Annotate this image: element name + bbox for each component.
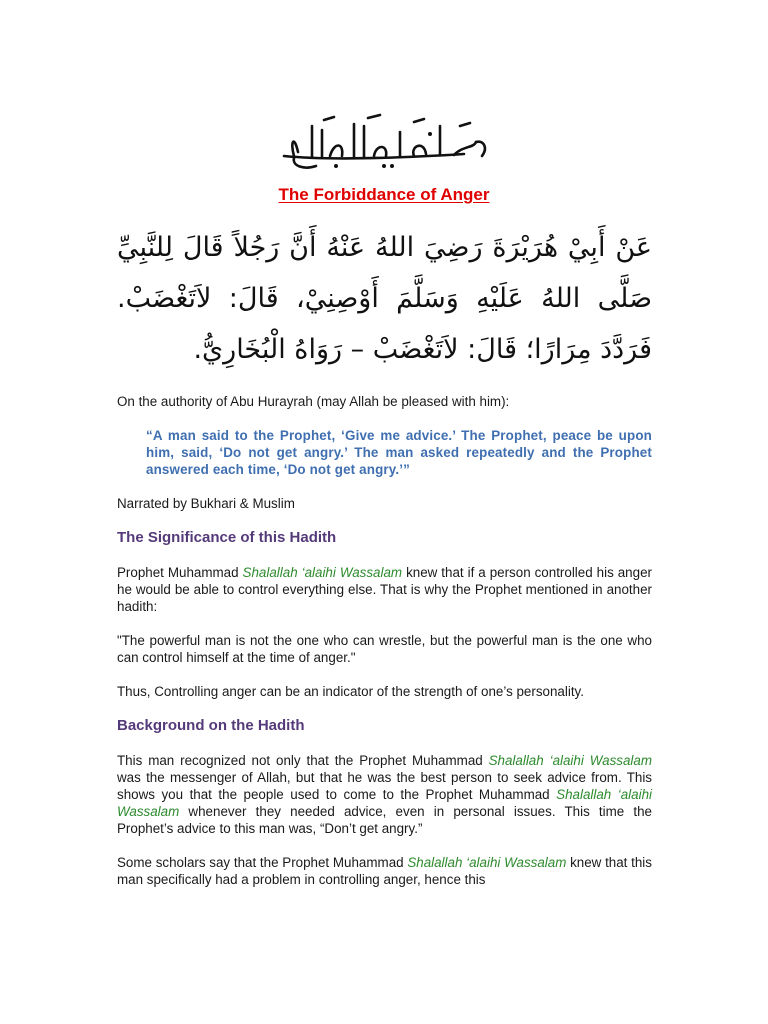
significance-paragraph-3: Thus, Controlling anger can be an indicator of the strength of one’s personality. xyxy=(117,684,584,699)
arabic-hadith-text: عَنْ أَبِيْ هُرَيْرَةَ رَضِيَ اللهُ عَنْهُ أَنَّ رَجُلاً قَالَ لِلنَّبِيِّ صَلَّى اللهُ عَلَيْهِ وَسَلَّمَ أَوْصِنِيْ، قَالَ: لاَتَغْضَبْ. فَرَدَّدَ مِرَارًا؛ قَالَ: لاَتَغْضَبْ – رَوَاهُ الْبُخَارِيُّ. xyxy=(117,232,652,365)
background-paragraph-1 xyxy=(117,752,660,837)
honorific-text: Shalallah ‘alaihi Wassalam xyxy=(242,565,403,580)
background-paragraph-2 xyxy=(117,854,652,888)
honorific-text: Shalallah ‘alaihi Wassalam xyxy=(488,753,652,768)
text-run: Prophet Muhammad xyxy=(117,565,243,580)
document-title: The Forbiddance of Anger xyxy=(278,185,490,204)
text-run: knew that this man specifically had a problem in controlling anger, hence this xyxy=(117,855,652,887)
honorific-text: Shalallah ‘alaihi Wassalam xyxy=(117,787,652,819)
honorific-text: Shalallah ‘alaihi Wassalam xyxy=(407,855,567,870)
text-run: knew that if a person controlled his anger he would be able to control everything else. That is why the Prophet mentioned in another hadith: xyxy=(117,565,652,614)
document-body xyxy=(117,393,660,905)
basmala-calligraphy xyxy=(0,112,768,174)
section-heading-significance: The Significance of this Hadith xyxy=(117,529,337,546)
significance-paragraph-2: "The powerful man is not the one who can wrestle, but the powerful man is the one who can control himself at the time of anger." xyxy=(117,633,652,665)
text-run: This man recognized not only that the Prophet Muhammad xyxy=(117,753,489,768)
hadith-translation-quote: “A man said to the Prophet, ‘Give me advice.’ The Prophet, peace be upon him, said, ‘Do not get angry.’ The man asked repeatedly and the Prophet answered each time, ‘Do not get angry.’” xyxy=(146,428,652,477)
text-run: whenever they needed advice, even in personal issues. This time the Prophet’s advice to this man was, “Don’t get angry.” xyxy=(117,804,652,836)
basmala-calligraphy-image xyxy=(264,112,504,174)
text-run: Some scholars say that the Prophet Muhammad xyxy=(117,855,408,870)
text-run: was the messenger of Allah, but that he was the best person to seek advice from. This shows you that the people used to come to the Prophet Muhammad xyxy=(117,753,660,802)
significance-paragraph-1 xyxy=(117,564,652,615)
narration-source: Narrated by Bukhari & Muslim xyxy=(117,496,295,511)
intro-paragraph: On the authority of Abu Hurayrah (may Allah be pleased with him): xyxy=(117,394,510,409)
section-heading-background: Background on the Hadith xyxy=(117,717,305,734)
